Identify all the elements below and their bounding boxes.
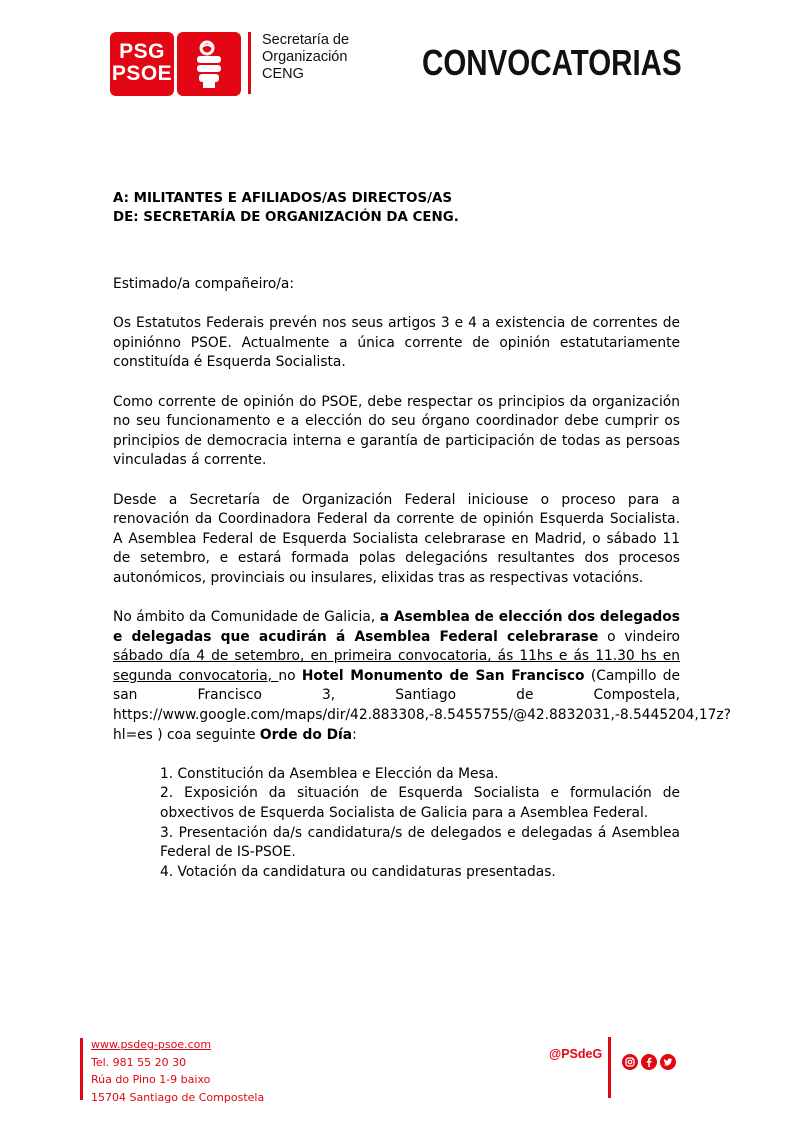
- street-address: Rúa do Pino 1-9 baixo: [91, 1073, 211, 1086]
- secretaria-line: Organización: [262, 49, 348, 65]
- secretaria-line: Secretaría de: [262, 32, 350, 48]
- footer-contact: [91, 1036, 264, 1106]
- page-title: CONVOCATORIAS: [422, 42, 682, 83]
- footer-divider-right: [608, 1037, 611, 1098]
- website-link[interactable]: www.psdeg-psoe.com: [91, 1038, 212, 1051]
- paragraph: Os Estatutos Federais prevén nos seus artigos 3 e 4 a existencia de correntes de opiniónno PSOE. Actualmente a única corrente de opinión estatutariamente constituída é Esquerda Socialista.: [113, 315, 680, 371]
- social-handle: @PSdeG: [549, 1047, 603, 1061]
- agenda-list: [160, 765, 680, 883]
- addressee-from: DE: SECRETARÍA DE ORGANIZACIÓN DA CENG.: [113, 210, 459, 225]
- convocation-intro: No ámbito da Comunidade de Galicia,: [113, 609, 380, 626]
- phone: Tel. 981 55 20 30: [91, 1055, 187, 1069]
- instagram-icon[interactable]: [622, 1054, 638, 1070]
- venue-name: Hotel Monumento de San Francisco: [301, 667, 585, 684]
- greeting: Estimado/a compañeiro/a:: [113, 276, 295, 292]
- psg-psoe-logo: [110, 32, 174, 96]
- agenda-item: 1. Constitución da Asemblea e Elección da Mesa.: [160, 765, 499, 782]
- paragraph: Desde a Secretaría de Organización Federal iniciouse o proceso para a renovación da Coordinadora Federal da corrente de opinión Esquerda Socialista. A Asemblea Federal de Esquerda Socialista celebrarase en Madrid, o sábado 11 de setembro, e estará formada polas delegacións resultantes dos procesos autonómicos, provinciais ou insulares, elixidas tras as respectivas votacións.: [113, 491, 680, 586]
- addressee-to: A: MILITANTES E AFILIADOS/AS DIRECTOS/AS: [113, 191, 453, 206]
- fist-rose-logo: [177, 32, 241, 96]
- convocation-end: :: [352, 726, 357, 743]
- agenda-item: 2. Exposición da situación de Esquerda Socialista e formulación de obxectivos de Esquerda Socialista de Galicia para a Asemblea Federal.: [160, 785, 680, 822]
- fist-rose-icon: [189, 40, 229, 88]
- twitter-icon[interactable]: [660, 1054, 676, 1070]
- secretaria-label: [262, 32, 392, 83]
- assembly-date: sábado día 4 de setembro, en primeira convocatoria, ás 11hs e ás 11.30 hs en segunda convocatoria,: [113, 648, 680, 684]
- assembly-statement: a Asemblea de elección dos delegados e delegadas que acudirán á Asemblea Federal celebrarase: [113, 609, 680, 645]
- city-address: 15704 Santiago de Compostela: [91, 1090, 265, 1104]
- order-label: Orde do Día: [259, 726, 353, 743]
- addressee: [113, 189, 680, 227]
- logo-line-psg: PSG: [119, 40, 165, 63]
- convocation-paragraph: [113, 608, 731, 745]
- venue-address: (Campillo de san Francisco 3, Santiago de Compostela, https://www.google.com/maps/dir/42.883308,-8.5455755/@42.8832031,-8.5445204,17z?hl=es ) coa seguinte: [113, 667, 731, 743]
- agenda-item: 3. Presentación da/s candidatura/s de delegados e delegadas á Asemblea Federal de IS-PSOE.: [160, 824, 680, 861]
- convocation-no: no: [278, 667, 302, 684]
- agenda-item: 4. Votación da candidatura ou candidaturas presentadas.: [160, 863, 556, 880]
- header-divider: [248, 32, 251, 94]
- facebook-icon[interactable]: [641, 1054, 657, 1070]
- secretaria-line: CENG: [262, 66, 304, 82]
- logo-line-psoe: PSOE: [111, 62, 173, 85]
- convocation-mid: o vindeiro: [598, 628, 680, 645]
- letter-body: [113, 189, 731, 882]
- paragraph: Como corrente de opinión do PSOE, debe respectar os principios da organización no seu funcionamento e a elección do seu órgano coordinador debe cumprir os principios de democracia interna e garantía de participación de todas as persoas vinculadas á corrente.: [113, 393, 680, 469]
- footer-divider: [80, 1038, 83, 1100]
- social-icons: [622, 1054, 676, 1070]
